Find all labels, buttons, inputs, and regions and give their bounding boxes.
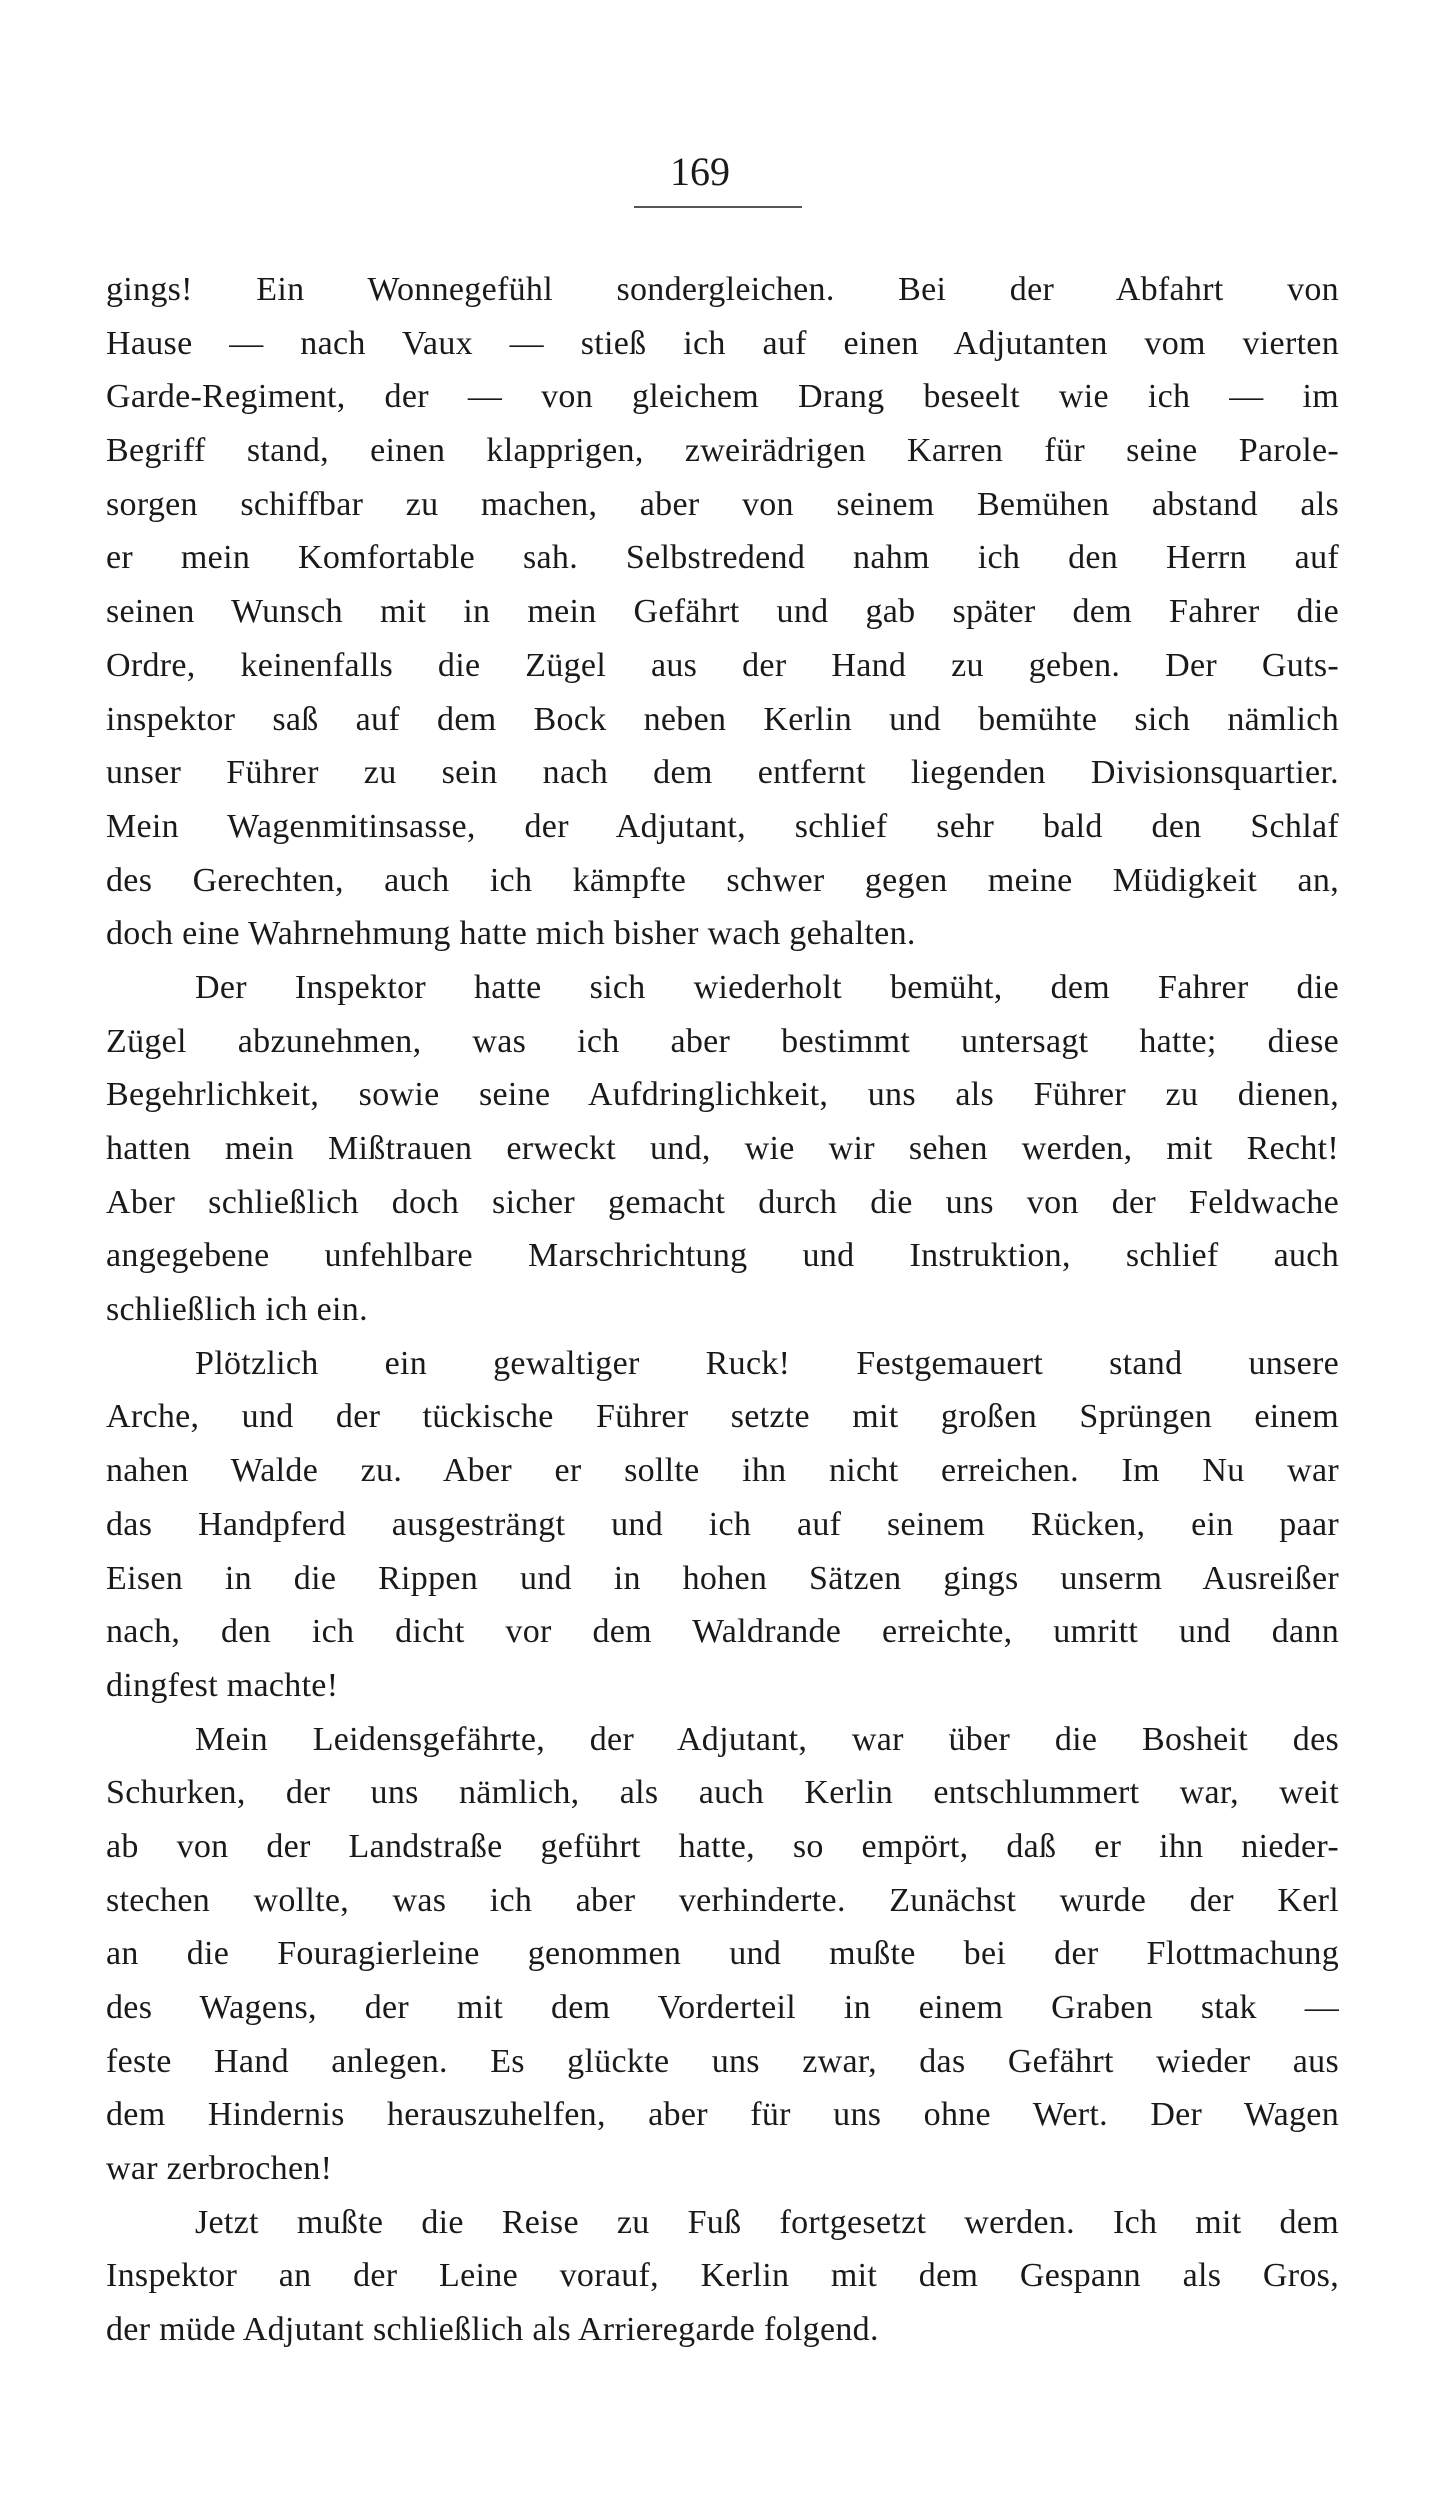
text-line: Plötzlich ein gewaltiger Ruck! Festgemauert stand unsere xyxy=(195,1344,1339,1382)
text-line: Ordre, keinenfalls die Zügel aus der Hand zu geben. Der Guts- xyxy=(106,646,1339,684)
text-line: das Handpferd ausgesträngt und ich auf seinem Rücken, ein paar xyxy=(106,1505,1339,1543)
text-line: an die Fouragierleine genommen und mußte bei der Flottmachung xyxy=(106,1935,1339,1973)
text-line: doch eine Wahrnehmung hatte mich bisher wach gehalten. xyxy=(106,915,916,953)
text-line: Arche, und der tückische Führer setzte mit großen Sprüngen einem xyxy=(106,1398,1339,1436)
text-line: der müde Adjutant schließlich als Arrieregarde folgend. xyxy=(106,2311,879,2349)
text-line: nahen Walde zu. Aber er sollte ihn nicht erreichen. Im Nu war xyxy=(106,1452,1339,1490)
text-line: Begriff stand, einen klapprigen, zweirädrigen Karren für seine Parole- xyxy=(106,432,1339,470)
text-line: er mein Komfortable sah. Selbstredend nahm ich den Herrn auf xyxy=(106,539,1339,577)
text-line: Begehrlichkeit, sowie seine Aufdringlichkeit, uns als Führer zu dienen, xyxy=(106,1076,1339,1114)
body-text xyxy=(106,263,1339,2357)
text-line: war zerbrochen! xyxy=(106,2150,333,2188)
text-line: Der Inspektor hatte sich wiederholt bemüht, dem Fahrer die xyxy=(195,968,1339,1006)
text-line: feste Hand anlegen. Es glückte uns zwar, das Gefährt wieder aus xyxy=(106,2042,1339,2080)
text-line: seinen Wunsch mit in mein Gefährt und gab später dem Fahrer die xyxy=(106,593,1339,631)
text-line: dem Hindernis herauszuhelfen, aber für uns ohne Wert. Der Wagen xyxy=(106,2096,1339,2134)
text-line: dingfest machte! xyxy=(106,1666,339,1704)
text-line: angegebene unfehlbare Marschrichtung und Instruktion, schlief auch xyxy=(106,1237,1339,1275)
text-line: Jetzt mußte die Reise zu Fuß fortgesetzt werden. Ich mit dem xyxy=(195,2203,1339,2241)
text-line: Hause — nach Vaux — stieß ich auf einen Adjutanten vom vierten xyxy=(106,324,1339,362)
text-line: gings! Ein Wonnegefühl sondergleichen. Bei der Abfahrt von xyxy=(106,271,1339,308)
text-line: inspektor saß auf dem Bock neben Kerlin und bemühte sich nämlich xyxy=(106,700,1339,738)
text-line: Mein Leidensgefährte, der Adjutant, war über die Bosheit des xyxy=(195,1720,1339,1758)
text-line: Mein Wagenmitinsasse, der Adjutant, schlief sehr bald den Schlaf xyxy=(106,807,1339,845)
text-line: Zügel abzunehmen, was ich aber bestimmt untersagt hatte; diese xyxy=(106,1022,1339,1060)
text-line: sorgen schiffbar zu machen, aber von seinem Bemühen abstand als xyxy=(106,485,1339,523)
page-number: 169 xyxy=(670,149,730,194)
text-line: hatten mein Mißtrauen erweckt und, wie wir sehen werden, mit Recht! xyxy=(106,1130,1339,1167)
text-line: nach, den ich dicht vor dem Waldrande erreichte, umritt und dann xyxy=(106,1613,1339,1651)
text-line: unser Führer zu sein nach dem entfernt liegenden Divisionsquartier. xyxy=(106,754,1339,792)
text-line: Aber schließlich doch sicher gemacht durch die uns von der Feldwache xyxy=(106,1183,1339,1221)
text-line: Schurken, der uns nämlich, als auch Kerlin entschlummert war, weit xyxy=(106,1774,1339,1812)
text-line: Inspektor an der Leine vorauf, Kerlin mit dem Gespann als Gros, xyxy=(106,2257,1339,2295)
text-line: des Wagens, der mit dem Vorderteil in einem Graben stak — xyxy=(106,1989,1339,2026)
text-line: schließlich ich ein. xyxy=(106,1291,368,1329)
text-line: des Gerechten, auch ich kämpfte schwer gegen meine Müdigkeit an, xyxy=(106,861,1339,899)
text-line: Eisen in die Rippen und in hohen Sätzen gings unserm Ausreißer xyxy=(106,1559,1339,1597)
text-line: ab von der Landstraße geführt hatte, so empört, daß er ihn nieder- xyxy=(106,1827,1339,1865)
header-rule xyxy=(634,206,802,208)
text-line: stechen wollte, was ich aber verhinderte. Zunächst wurde der Kerl xyxy=(106,1881,1339,1919)
text-line: Garde-Regiment, der — von gleichem Drang beseelt wie ich — im xyxy=(106,378,1339,416)
